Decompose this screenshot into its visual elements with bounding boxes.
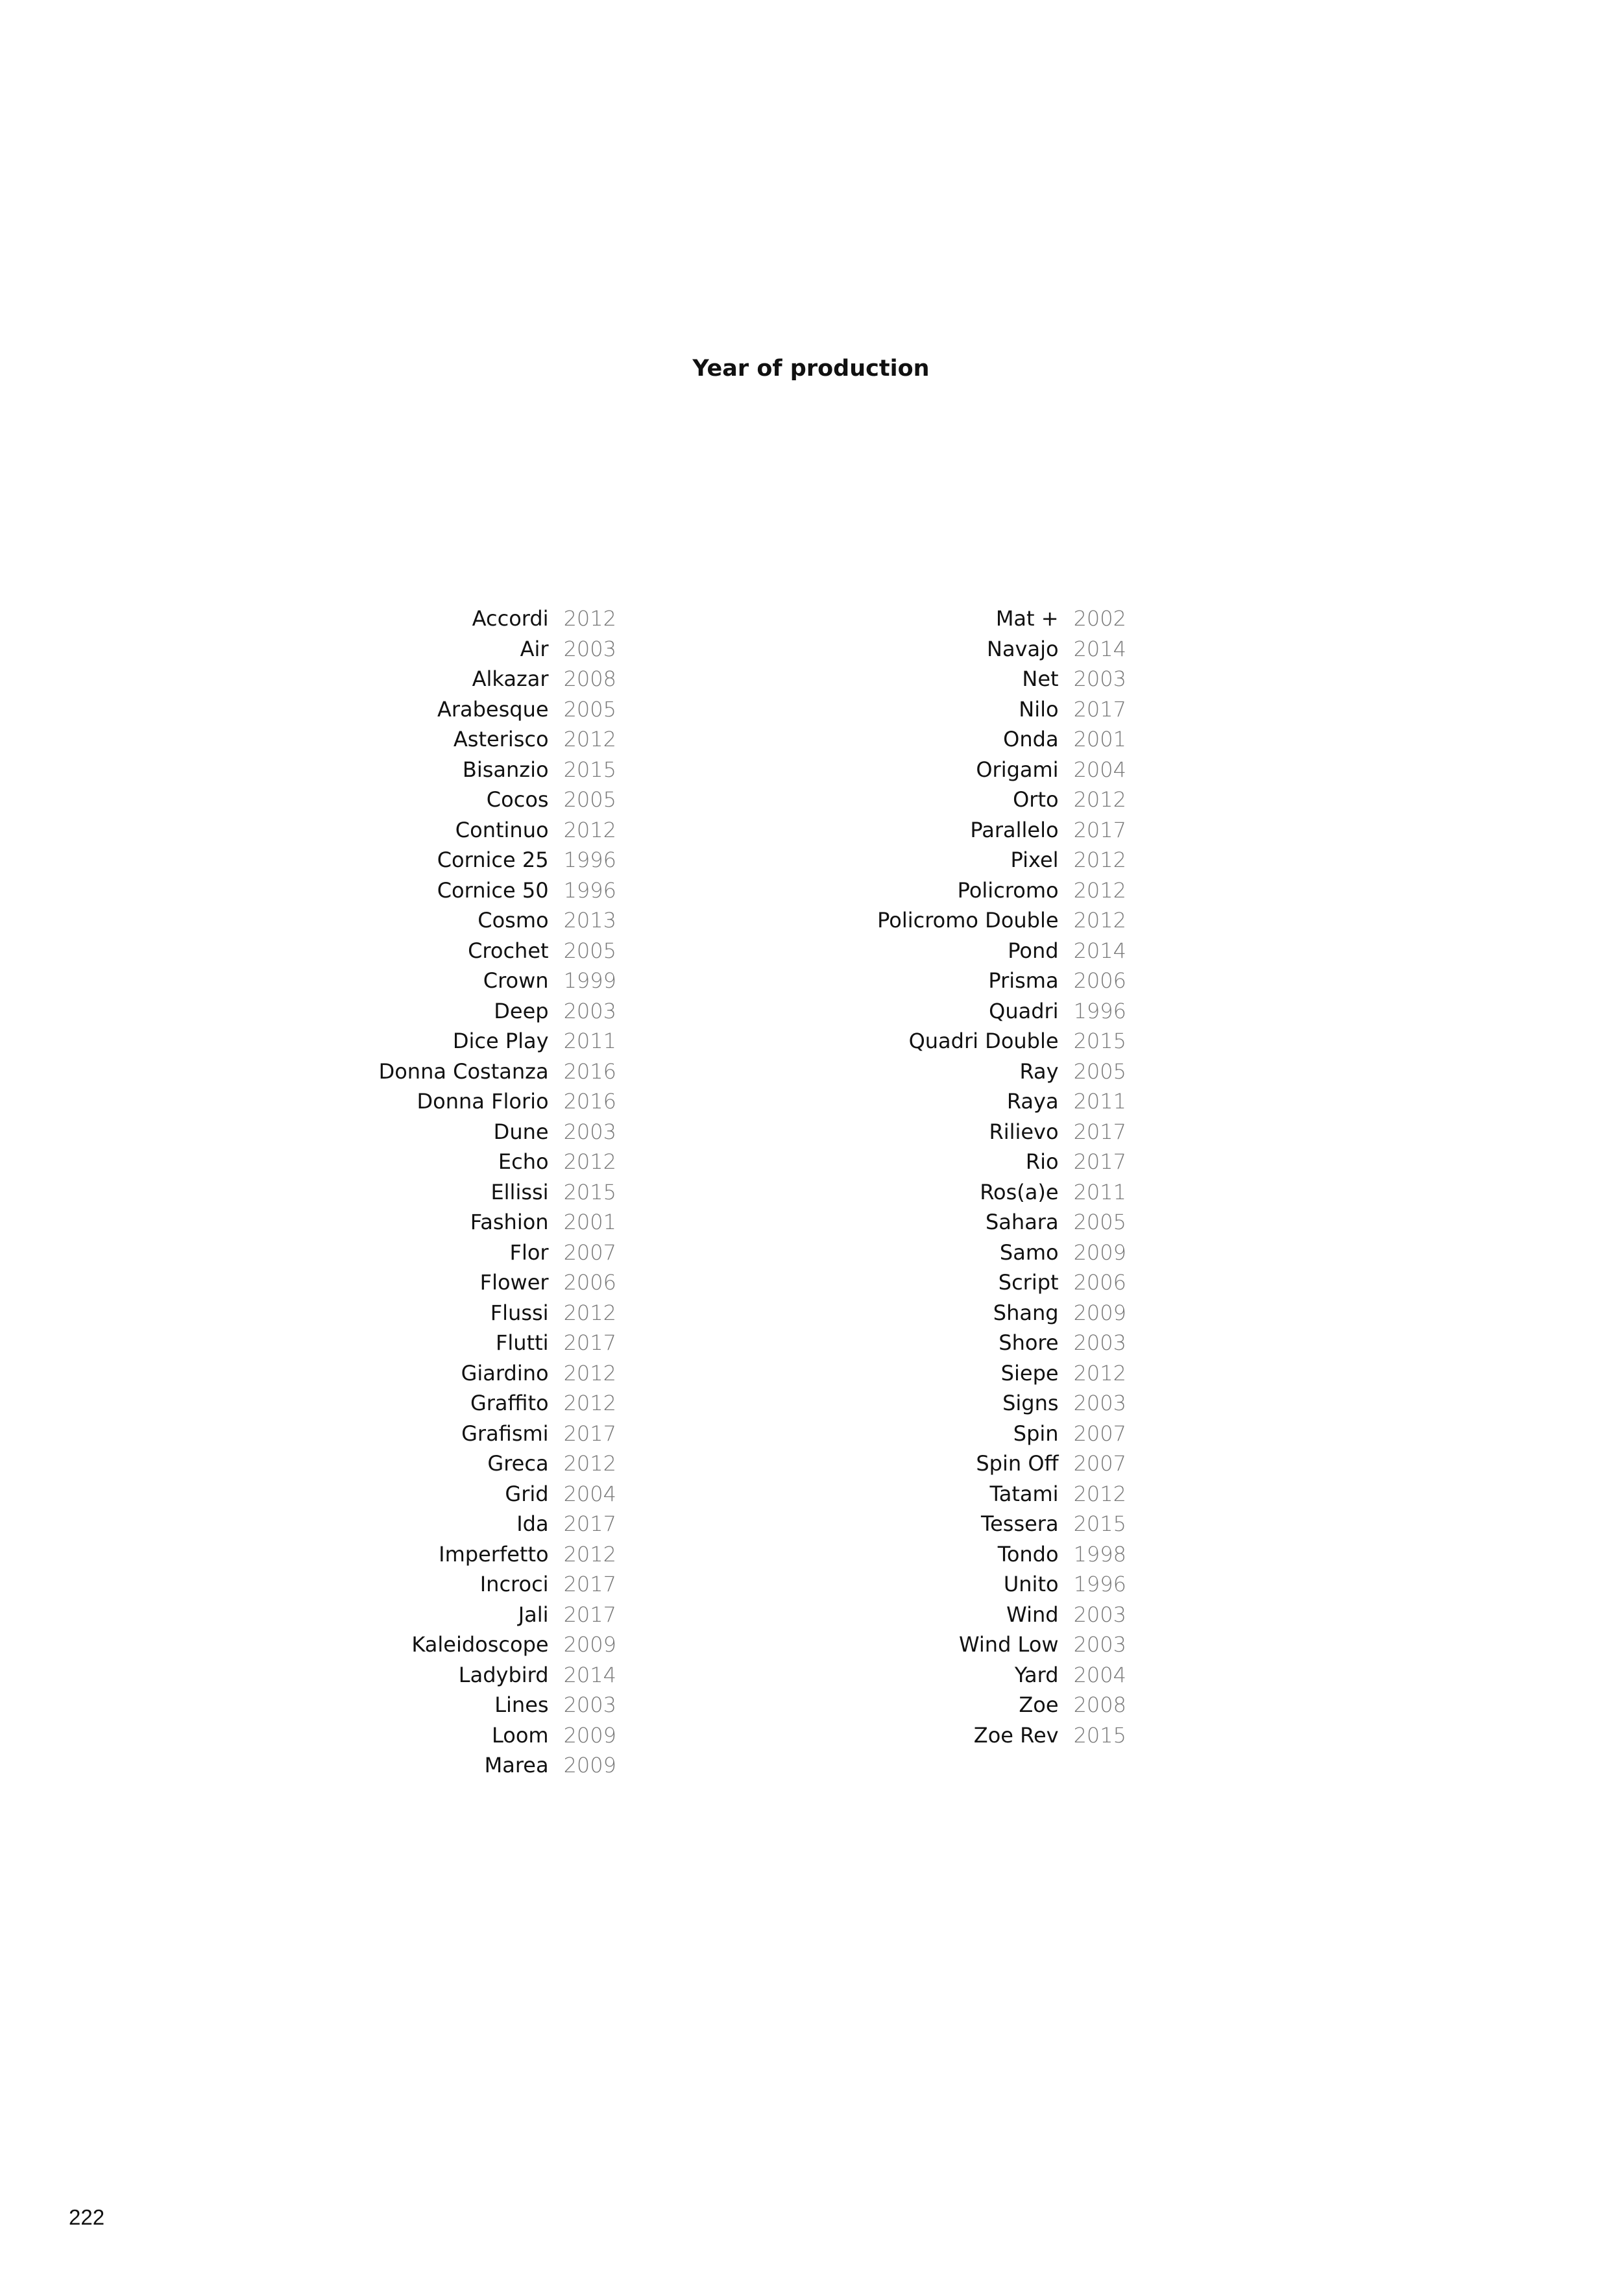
product-name: Cornice 50 <box>437 877 549 903</box>
production-year: 2007 <box>1073 1421 1126 1446</box>
product-name: Nilo <box>1019 696 1059 722</box>
production-year: 2003 <box>563 1692 616 1717</box>
production-year: 2012 <box>1073 1481 1126 1506</box>
product-name: Onda <box>1003 727 1059 751</box>
production-year: 2016 <box>563 1058 616 1084</box>
production-year: 2004 <box>563 1481 616 1506</box>
product-name: Parallelo <box>970 817 1059 842</box>
product-row <box>763 785 1126 815</box>
product-name: Ida <box>516 1511 549 1536</box>
product-name: Orto <box>1013 787 1059 812</box>
production-year: 2006 <box>1073 968 1126 993</box>
production-year: 2008 <box>1073 1692 1126 1717</box>
product-row <box>253 1750 616 1781</box>
product-name: Ellissi <box>490 1179 549 1204</box>
product-row <box>763 1238 1126 1268</box>
product-name: Navajo <box>987 636 1059 661</box>
production-year: 2012 <box>563 1391 616 1415</box>
production-year: 1996 <box>563 848 616 872</box>
product-name: Tessera <box>980 1511 1059 1536</box>
production-year: 2009 <box>563 1722 616 1748</box>
production-year: 2003 <box>1073 1391 1126 1415</box>
product-row <box>763 1207 1126 1238</box>
product-name: Prisma <box>988 968 1059 993</box>
product-row <box>763 1448 1126 1479</box>
production-year: 2017 <box>563 1421 616 1446</box>
product-row <box>253 1117 616 1147</box>
product-name: Pond <box>1008 938 1059 963</box>
product-name: Accordi <box>472 606 549 631</box>
product-name: Incroci <box>479 1572 549 1596</box>
production-year: 2004 <box>1073 757 1126 782</box>
production-year: 1996 <box>1073 1572 1126 1596</box>
product-name: Marea <box>484 1753 549 1777</box>
product-name: Siepe <box>1000 1360 1059 1386</box>
production-year: 2005 <box>563 787 616 812</box>
production-year: 1996 <box>1073 998 1126 1023</box>
product-name: Wind Low <box>958 1632 1059 1657</box>
production-year: 2011 <box>563 1029 616 1053</box>
product-row <box>253 1509 616 1539</box>
production-year: 2003 <box>1073 1330 1126 1355</box>
product-row <box>763 1479 1126 1509</box>
product-row <box>253 1660 616 1691</box>
product-row <box>253 1419 616 1449</box>
product-name: Donna Florio <box>417 1089 549 1114</box>
production-year: 2015 <box>563 757 616 782</box>
product-row <box>763 966 1126 996</box>
product-row <box>763 1147 1126 1177</box>
product-row <box>253 875 616 906</box>
production-year: 2014 <box>1073 938 1126 963</box>
product-name: Grafismi <box>461 1421 549 1446</box>
product-row <box>253 1207 616 1238</box>
product-name: Graffito <box>470 1391 549 1415</box>
production-year: 2012 <box>1073 1360 1126 1386</box>
production-year: 2002 <box>1073 606 1126 631</box>
product-name: Yard <box>1014 1662 1059 1687</box>
product-row <box>253 845 616 875</box>
production-year: 2012 <box>1073 908 1126 933</box>
production-year: 2017 <box>563 1602 616 1627</box>
product-row <box>253 694 616 725</box>
page-title: Year of production <box>692 356 930 382</box>
production-year: 2012 <box>1073 787 1126 812</box>
product-row <box>763 1177 1126 1208</box>
production-year: 2001 <box>563 1210 616 1234</box>
product-name: Arabesque <box>437 696 549 722</box>
production-year: 2017 <box>1073 1119 1126 1144</box>
product-name: Loom <box>491 1722 549 1748</box>
product-row <box>763 1539 1126 1570</box>
product-row <box>253 1177 616 1208</box>
product-row <box>763 936 1126 966</box>
production-year: 2017 <box>1073 696 1126 722</box>
production-year: 2012 <box>563 1360 616 1386</box>
production-year: 2003 <box>563 998 616 1023</box>
production-year: 1996 <box>563 877 616 903</box>
product-row <box>253 785 616 815</box>
production-year: 2003 <box>1073 1632 1126 1657</box>
production-year: 2004 <box>1073 1662 1126 1687</box>
product-row <box>253 905 616 936</box>
product-row <box>763 724 1126 755</box>
product-name: Flor <box>509 1240 549 1265</box>
product-name: Ray <box>1019 1058 1059 1084</box>
product-row <box>763 1056 1126 1087</box>
product-row <box>253 1448 616 1479</box>
product-name: Fashion <box>470 1210 549 1234</box>
product-row <box>253 1298 616 1328</box>
product-name: Zoe <box>1019 1692 1059 1717</box>
product-row <box>763 1509 1126 1539</box>
product-name: Donna Costanza <box>378 1058 549 1084</box>
production-year: 2003 <box>1073 666 1126 691</box>
product-row <box>253 1238 616 1268</box>
product-name: Dune <box>493 1119 549 1144</box>
product-name: Grid <box>505 1481 549 1506</box>
product-row <box>763 604 1126 634</box>
product-name: Zoe Rev <box>973 1722 1059 1748</box>
product-row <box>253 1630 616 1660</box>
product-name: Echo <box>498 1149 549 1174</box>
left-product-column <box>253 604 616 1781</box>
product-row <box>253 1479 616 1509</box>
production-year: 2017 <box>1073 817 1126 842</box>
production-year: 2005 <box>563 696 616 722</box>
product-row <box>763 1600 1126 1630</box>
product-row <box>763 1630 1126 1660</box>
product-row <box>763 815 1126 846</box>
production-year: 2006 <box>563 1270 616 1295</box>
product-row <box>763 755 1126 785</box>
product-name: Ros(a)e <box>980 1179 1059 1204</box>
product-name: Wind <box>1006 1602 1059 1627</box>
product-name: Origami <box>976 757 1059 782</box>
product-name: Cocos <box>486 787 549 812</box>
product-row <box>253 604 616 634</box>
production-year: 2012 <box>1073 877 1126 903</box>
product-name: Rilievo <box>989 1119 1059 1144</box>
product-name: Asterisco <box>453 727 549 751</box>
product-row <box>253 1720 616 1751</box>
page-number: 222 <box>69 2205 105 2229</box>
production-year: 2009 <box>1073 1300 1126 1325</box>
product-row <box>763 1660 1126 1691</box>
production-year: 2017 <box>563 1330 616 1355</box>
product-name: Shang <box>993 1300 1059 1325</box>
production-year: 2015 <box>1073 1029 1126 1053</box>
product-name: Signs <box>1002 1391 1059 1415</box>
production-year: 2016 <box>563 1089 616 1114</box>
product-name: Cornice 25 <box>437 848 549 872</box>
product-name: Spin Off <box>976 1451 1059 1476</box>
product-name: Giardino <box>461 1360 549 1386</box>
product-row <box>763 1086 1126 1117</box>
product-row <box>763 1690 1126 1720</box>
product-row <box>253 1388 616 1419</box>
product-row <box>763 1026 1126 1056</box>
production-year: 2011 <box>1073 1089 1126 1114</box>
product-row <box>763 1298 1126 1328</box>
product-row <box>253 1086 616 1117</box>
product-row <box>763 1569 1126 1600</box>
product-name: Flower <box>479 1270 549 1295</box>
product-name: Tatami <box>989 1481 1059 1506</box>
product-row <box>763 634 1126 665</box>
production-year: 2012 <box>563 727 616 751</box>
product-name: Spin <box>1013 1421 1059 1446</box>
product-row <box>253 1539 616 1570</box>
product-name: Tondo <box>997 1541 1059 1567</box>
product-row <box>763 1117 1126 1147</box>
product-row <box>253 724 616 755</box>
product-name: Rio <box>1025 1149 1059 1174</box>
product-name: Policromo <box>957 877 1059 903</box>
product-row <box>763 1419 1126 1449</box>
product-name: Deep <box>494 998 549 1023</box>
production-year: 1999 <box>563 968 616 993</box>
product-name: Flutti <box>496 1330 549 1355</box>
product-row <box>763 1328 1126 1358</box>
production-year: 2015 <box>563 1179 616 1204</box>
product-row <box>763 996 1126 1027</box>
product-row <box>763 875 1126 906</box>
product-name: Policromo Double <box>877 908 1059 933</box>
product-name: Alkazar <box>472 666 549 691</box>
product-row <box>253 634 616 665</box>
production-year: 2015 <box>1073 1511 1126 1536</box>
production-year: 2005 <box>1073 1058 1126 1084</box>
product-row <box>763 1388 1126 1419</box>
product-name: Crown <box>483 968 549 993</box>
product-name: Air <box>520 636 549 661</box>
product-row <box>763 1720 1126 1751</box>
production-year: 2017 <box>1073 1149 1126 1174</box>
product-name: Continuo <box>455 817 549 842</box>
production-year: 2001 <box>1073 727 1126 751</box>
production-year: 2014 <box>563 1662 616 1687</box>
product-row <box>253 1026 616 1056</box>
product-row <box>253 1358 616 1389</box>
product-row <box>253 996 616 1027</box>
product-name: Kaleidoscope <box>411 1632 549 1657</box>
production-year: 2012 <box>563 1541 616 1567</box>
product-row <box>763 694 1126 725</box>
product-name: Imperfetto <box>439 1541 549 1567</box>
product-name: Sahara <box>985 1210 1059 1234</box>
product-row <box>253 815 616 846</box>
right-product-column <box>763 604 1126 1750</box>
production-year: 2012 <box>563 1451 616 1476</box>
production-year: 2003 <box>563 636 616 661</box>
product-name: Samo <box>999 1240 1059 1265</box>
product-row <box>253 664 616 694</box>
product-name: Greca <box>487 1451 549 1476</box>
product-row <box>253 1569 616 1600</box>
product-row <box>253 1328 616 1358</box>
product-row <box>253 755 616 785</box>
product-name: Script <box>998 1270 1059 1295</box>
production-year: 2003 <box>1073 1602 1126 1627</box>
product-row <box>253 1600 616 1630</box>
product-row <box>763 664 1126 694</box>
production-year: 2011 <box>1073 1179 1126 1204</box>
production-year: 2003 <box>563 1119 616 1144</box>
product-name: Unito <box>1003 1572 1059 1596</box>
product-row <box>253 966 616 996</box>
production-year: 2005 <box>1073 1210 1126 1234</box>
production-year: 2012 <box>563 1149 616 1174</box>
production-year: 2012 <box>563 606 616 631</box>
product-row <box>253 936 616 966</box>
product-name: Net <box>1022 666 1059 691</box>
production-year: 2009 <box>563 1753 616 1777</box>
product-row <box>763 1267 1126 1298</box>
product-name: Mat + <box>995 606 1059 631</box>
product-name: Quadri <box>989 998 1059 1023</box>
production-year: 2008 <box>563 666 616 691</box>
production-year: 2005 <box>563 938 616 963</box>
production-year: 2012 <box>1073 848 1126 872</box>
production-year: 2007 <box>563 1240 616 1265</box>
product-name: Bisanzio <box>462 757 549 782</box>
product-row <box>253 1690 616 1720</box>
product-name: Pixel <box>1010 848 1059 872</box>
production-year: 2017 <box>563 1572 616 1596</box>
product-row <box>253 1056 616 1087</box>
product-row <box>253 1147 616 1177</box>
product-name: Flussi <box>490 1300 549 1325</box>
production-year: 2013 <box>563 908 616 933</box>
production-year: 2012 <box>563 1300 616 1325</box>
production-year: 1998 <box>1073 1541 1126 1567</box>
product-row <box>763 905 1126 936</box>
product-name: Jali <box>518 1602 549 1627</box>
product-row <box>763 1358 1126 1389</box>
product-name: Ladybird <box>458 1662 549 1687</box>
product-name: Raya <box>1006 1089 1059 1114</box>
product-name: Quadri Double <box>908 1029 1059 1053</box>
production-year: 2006 <box>1073 1270 1126 1295</box>
product-name: Shore <box>999 1330 1059 1355</box>
production-year: 2007 <box>1073 1451 1126 1476</box>
product-name: Cosmo <box>478 908 549 933</box>
product-row <box>253 1267 616 1298</box>
production-year: 2009 <box>1073 1240 1126 1265</box>
production-year: 2014 <box>1073 636 1126 661</box>
production-year: 2017 <box>563 1511 616 1536</box>
production-year: 2015 <box>1073 1722 1126 1748</box>
production-year: 2012 <box>563 817 616 842</box>
product-name: Crochet <box>468 938 549 963</box>
product-name: Dice Play <box>452 1029 549 1053</box>
production-year: 2009 <box>563 1632 616 1657</box>
product-name: Lines <box>494 1692 549 1717</box>
product-row <box>763 845 1126 875</box>
